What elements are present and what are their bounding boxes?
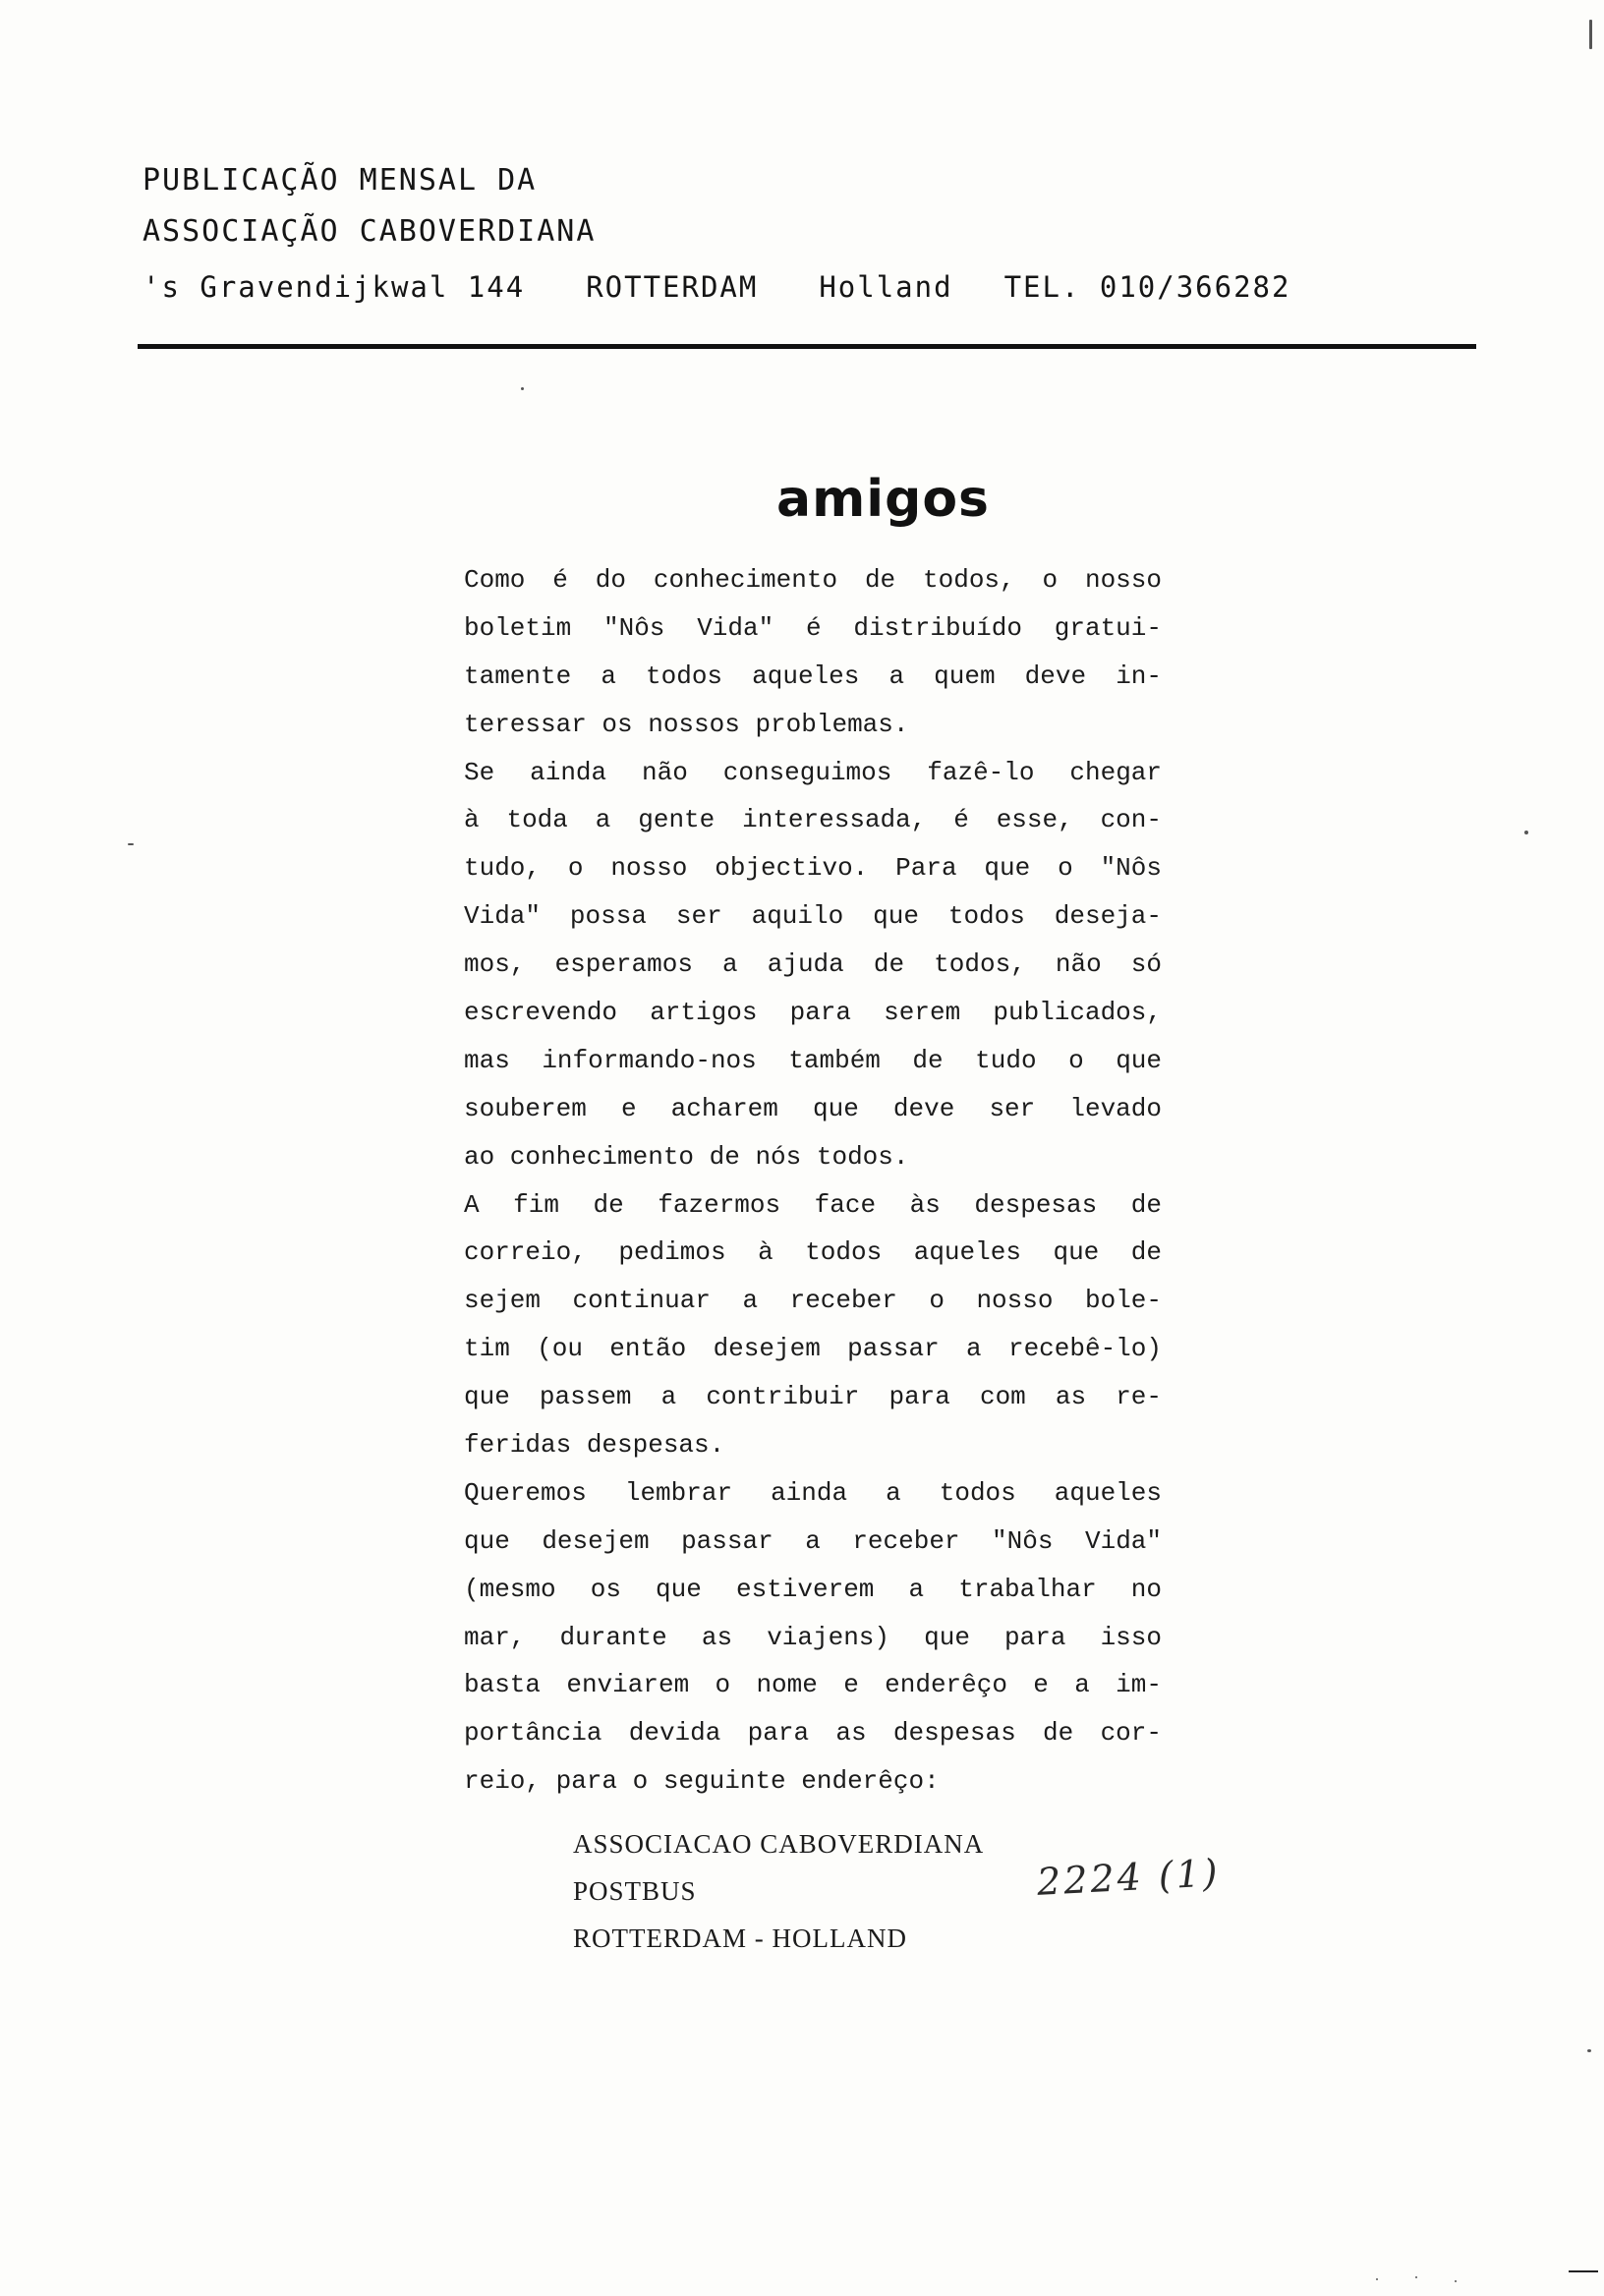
header-city: ROTTERDAM (586, 270, 759, 304)
header-address-row (143, 261, 1290, 313)
article-body-line: boletim "Nôs Vida" é distribuído gratui- (464, 612, 1162, 643)
scan-speck (1524, 831, 1528, 834)
header-phone: TEL. 010/366282 (1003, 270, 1291, 304)
article-body-line: mar, durante as viajens) que para isso (464, 1622, 1162, 1652)
article-body-line: que passem a contribuir para com as re- (464, 1382, 1162, 1412)
article-body-line: basta enviarem o nome e enderêço e a im- (464, 1670, 1162, 1700)
article-body-line: mos, esperamos a ajuda de todos, não só (464, 949, 1162, 980)
scan-speck (1376, 2278, 1378, 2280)
article-body-line: reio, para o seguinte enderêço: (464, 1766, 940, 1797)
header-line-association: ASSOCIAÇÃO CABOVERDIANA (143, 214, 597, 249)
article-body-line: Como é do conhecimento de todos, o nosso (464, 565, 1162, 595)
article-body-line: mas informando-nos também de tudo o que (464, 1045, 1162, 1075)
publication-header (143, 155, 596, 258)
article-body-line: Vida" possa ser aquilo que todos deseja- (464, 901, 1162, 932)
article-body-line: (mesmo os que estiverem a trabalhar no (464, 1574, 1162, 1604)
scan-speck (521, 387, 524, 390)
handwritten-annotation: 2224 (1) (1035, 1851, 1222, 1904)
article-body-line: portância devida para as despesas de cor- (464, 1718, 1162, 1749)
scan-speck (128, 843, 134, 845)
article-body-line: Queremos lembrar ainda a todos aqueles (464, 1477, 1162, 1508)
article-body (464, 556, 1162, 1806)
header-line-publication: PUBLICAÇÃO MENSAL DA (143, 163, 538, 198)
article-body-line: à toda a gente interessada, é esse, con- (464, 805, 1162, 835)
article-body-line: teressar os nossos problemas. (464, 709, 909, 739)
header-street: 's Gravendijkwal 144 (143, 270, 526, 304)
article-body-line: ao conhecimento de nós todos. (464, 1141, 909, 1172)
header-rule (138, 344, 1476, 349)
article-body-line: tamente a todos aqueles a quem deve in- (464, 660, 1162, 691)
article-body-line: tudo, o nosso objectivo. Para que o "Nôs (464, 853, 1162, 884)
article-body-line: escrevendo artigos para serem publicados, (464, 998, 1162, 1028)
article-title (0, 470, 1604, 529)
article-body-line: correio, pedimos à todos aqueles que de (464, 1237, 1162, 1268)
mailing-address-line: ASSOCIACAO CABOVERDIANA (573, 1829, 985, 1859)
article-body-line: A fim de fazermos face às despesas de (464, 1189, 1162, 1220)
header-country: Holland (819, 270, 953, 304)
scan-speck (1415, 2276, 1417, 2278)
scan-speck (1587, 2049, 1591, 2052)
article-title-text: amigos (776, 470, 990, 529)
article-body-line: Se ainda não conseguimos fazê-lo chegar (464, 757, 1162, 787)
article-body-line: tim (ou então desejem passar a recebê-lo) (464, 1334, 1162, 1364)
scan-edge-mark (1569, 2270, 1598, 2272)
scan-speck (1455, 2280, 1457, 2282)
article-body-line: feridas despesas. (464, 1430, 725, 1461)
mailing-address (573, 1820, 984, 1962)
article-body-line: que desejem passar a receber "Nôs Vida" (464, 1525, 1162, 1556)
mailing-address-line: POSTBUS (573, 1876, 697, 1906)
scan-speck (1589, 20, 1592, 49)
article-body-line: sejem continuar a receber o nosso bole- (464, 1286, 1162, 1316)
article-body-line: souberem e acharem que deve ser levado (464, 1093, 1162, 1123)
mailing-address-line: ROTTERDAM - HOLLAND (573, 1923, 907, 1953)
